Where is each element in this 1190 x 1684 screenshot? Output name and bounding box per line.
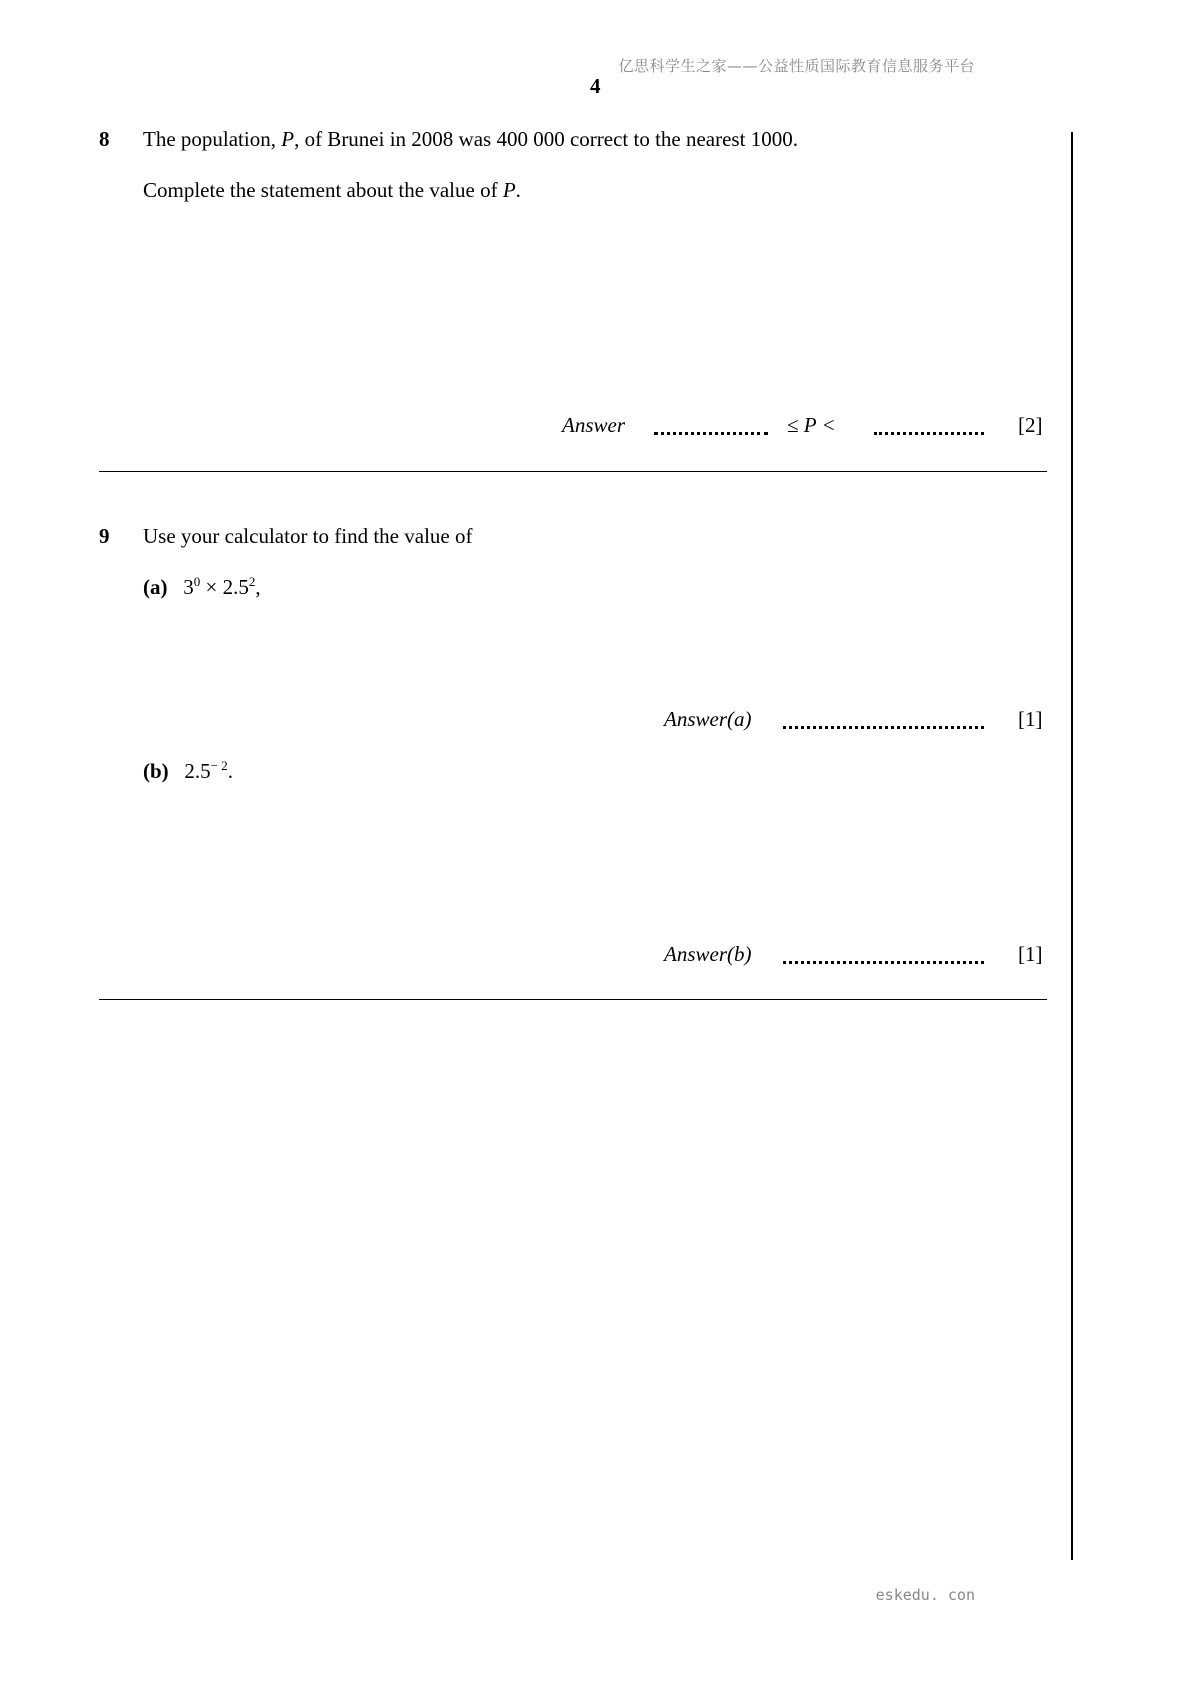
question-9-intro: Use your calculator to find the value of <box>143 524 473 548</box>
q9b-answer-label: Answer(b) <box>664 942 752 966</box>
q9a-mid: × 2.5 <box>200 575 249 599</box>
q8-answer-upper-field[interactable] <box>874 432 984 435</box>
q9b-exp: − 2 <box>210 758 228 773</box>
question-8-number: 8 <box>99 127 110 151</box>
separator-rule-1 <box>99 471 1047 472</box>
q9a-answer-field[interactable] <box>783 726 984 729</box>
q9a-marks: [1] <box>1018 707 1043 731</box>
q9a-base1: 3 <box>183 575 194 599</box>
q9b-marks: [1] <box>1018 942 1043 966</box>
q9a-label: (a) <box>143 575 168 599</box>
footer-text: eskedu. con <box>875 1586 975 1604</box>
q9b-base: 2.5 <box>184 759 211 783</box>
q9a-answer-label: Answer(a) <box>664 707 752 731</box>
q8-instr-var: P <box>502 178 516 202</box>
q8-answer-label: Answer <box>562 413 625 437</box>
separator-rule-2 <box>99 999 1047 1000</box>
q8-text-b: , of Brunei in 2008 was 400 000 correct to the nearest 1000. <box>294 127 798 151</box>
watermark-text: 亿思科学生之家——公益性质国际教育信息服务平台 <box>618 57 975 75</box>
q8-instr-a: Complete the statement about the value of <box>143 178 503 202</box>
question-9b <box>143 759 233 784</box>
q8-inequality: ≤ P < <box>787 413 836 437</box>
q8-marks: [2] <box>1018 413 1043 437</box>
q9b-label: (b) <box>143 759 169 783</box>
q9b-end: . <box>227 759 234 783</box>
q9a-exp2: 2 <box>248 574 256 589</box>
question-8-instruction <box>143 178 521 203</box>
question-8-text <box>143 127 798 152</box>
margin-line <box>1071 132 1073 1560</box>
q8-var-p: P <box>281 127 295 151</box>
question-9a <box>143 575 261 600</box>
q9a-end: , <box>255 575 261 599</box>
page-number: 4 <box>590 74 601 98</box>
q8-instr-b: . <box>515 178 521 202</box>
q9b-answer-field[interactable] <box>783 961 984 964</box>
question-9-number: 9 <box>99 524 110 548</box>
q8-answer-lower-field[interactable] <box>654 432 768 435</box>
q9a-exp1: 0 <box>193 574 201 589</box>
q8-text-a: The population, <box>143 127 282 151</box>
